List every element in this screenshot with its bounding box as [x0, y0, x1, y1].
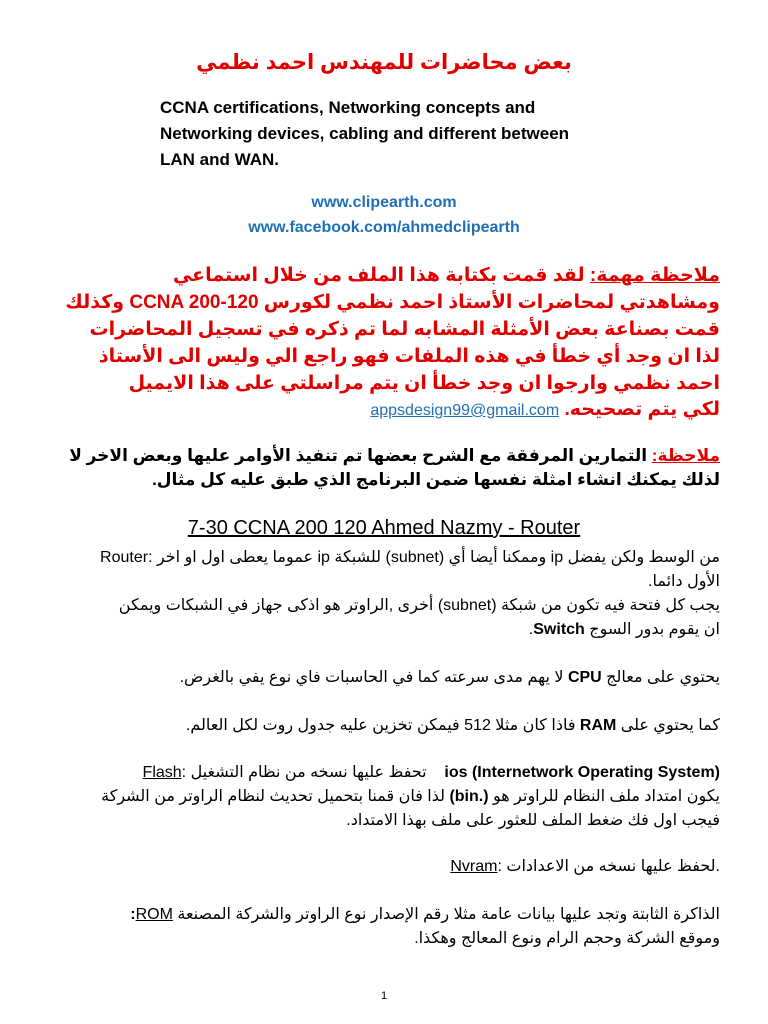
router-text-4b: . [528, 621, 534, 638]
bin-term: (.bin) [449, 788, 489, 805]
note2-line-1 [69, 446, 720, 466]
flash-line-3: فيجب اول فك ضغط الملف للعثور على ملف بهذا الامتداد. [346, 812, 720, 829]
important-note-line-4: لذا ان وجد أي خطأ في هذه الملفات فهو راجع الي وليس الى الأستاذ [98, 346, 720, 367]
flash-text-2b: لذا فان قمنا بتحميل تحديث لنظام الراوتر من الشركة [101, 788, 450, 805]
note2-text-1: التمارين المرفقة مع الشرح بعضها تم تنفيذ الأوامر عليها وبعض الاخر لا [69, 446, 652, 465]
switch-term: Switch [533, 621, 585, 638]
flash-text-1: : تحفظ عليها نسخه من نظام التشغيل [181, 764, 427, 781]
nvram-text: : لحفظ عليها نسخه من الاعدادات. [497, 858, 720, 875]
router-line-4 [529, 619, 720, 639]
cpu-line [180, 667, 720, 687]
email-link[interactable]: appsdesign99@gmail.com [370, 402, 560, 419]
router-line-1 [100, 547, 720, 567]
important-note-line-6 [370, 398, 720, 421]
site-link[interactable]: www.clipearth.com [311, 194, 457, 211]
page-title: بعض محاضرات للمهندس احمد نظمي [196, 51, 572, 74]
ram-text-a: كما يحتوي على [616, 717, 720, 734]
intro-line-1: CCNA certifications, Networking concepts and [160, 98, 536, 117]
ram-term: RAM [579, 717, 617, 734]
important-note-line-2: ومشاهدتي لمحاضرات الأستاذ احمد نظمي لكورس CCNA 200-120 وكذلك [65, 292, 720, 313]
flash-text-2a: يكون امتداد ملف النظام للراوتر هو [488, 788, 720, 805]
facebook-link[interactable]: www.facebook.com/ahmedclipearth [248, 219, 520, 236]
cpu-term: CPU [567, 669, 602, 686]
nvram-line [450, 856, 720, 876]
ram-text-b: فاذا كان مثلا 512 فيمكن تخزين عليه جدول روت لكل العالم. [185, 717, 580, 734]
rom-line-2: وموقع الشركة وحجم الرام ونوع المعالج وهكذا. [414, 930, 720, 947]
router-line-2: الأول دائما. [648, 573, 720, 590]
rom-line-1 [130, 904, 720, 924]
router-term: Router [100, 549, 149, 566]
intro-line-2: Networking devices, cabling and different between [160, 124, 570, 143]
important-note-text-1: لقد قمت بكتابة هذا الملف من خلال استماعي [172, 265, 590, 286]
cpu-text-b: لا يهم مدى سرعته كما في الحاسبات فاي نوع يفي بالغرض. [179, 669, 568, 686]
note2-line-2: لذلك يمكنك انشاء امثلة نفسها ضمن البرنامج الذي طبق عليه كل مثال. [152, 470, 720, 489]
intro-line-3: LAN and WAN. [160, 150, 279, 169]
important-note-text-6: لكي يتم تصحيحه. [564, 399, 720, 420]
flash-term: Flash [142, 764, 182, 781]
router-line-3: يجب كل فتحة فيه تكون من شبكة (subnet) أخرى ,الراوتر هو اذكى جهاز في الشبكات ويمكن [118, 597, 720, 614]
rom-text-1: الذاكرة الثابتة وتجد عليها بيانات عامة مثلا رقم الإصدار نوع الراوتر والشركة المصنعة [172, 906, 720, 923]
important-note-line-3: قمت بصناعة بعض الأمثلة المشابه لما تم ذكره في تسجيل المحاضرات [89, 319, 720, 340]
important-note-line-1 [173, 264, 720, 287]
note2-label: ملاحظة: [651, 446, 720, 465]
ios-term: ios (Internetwork Operating System) [444, 764, 720, 781]
rom-term: ROM [135, 906, 173, 923]
cpu-text-a: يحتوي على معالج [601, 669, 720, 686]
flash-line-1 [143, 762, 720, 782]
router-text-4a: ان يقوم بدور السوج [584, 621, 720, 638]
rom-prefix: : [130, 906, 136, 923]
section-heading: 7-30 CCNA 200 120 Ahmed Nazmy - Router [187, 517, 581, 539]
page-number: 1 [380, 990, 388, 1002]
nvram-term: Nvram [450, 858, 498, 875]
important-note-line-5: احمد نظمي وارجوا ان وجد خطأ ان يتم مراسلتي على هذا الايميل [128, 373, 720, 394]
flash-line-2 [101, 786, 720, 806]
important-note-label: ملاحظة مهمة: [589, 265, 720, 286]
router-text-1: : عموما يعطى اول او اخر ip للشبكة (subnet) وممكنا أيضا أي ip من الوسط ولكن يفضل [148, 549, 720, 566]
ram-line [186, 715, 720, 735]
